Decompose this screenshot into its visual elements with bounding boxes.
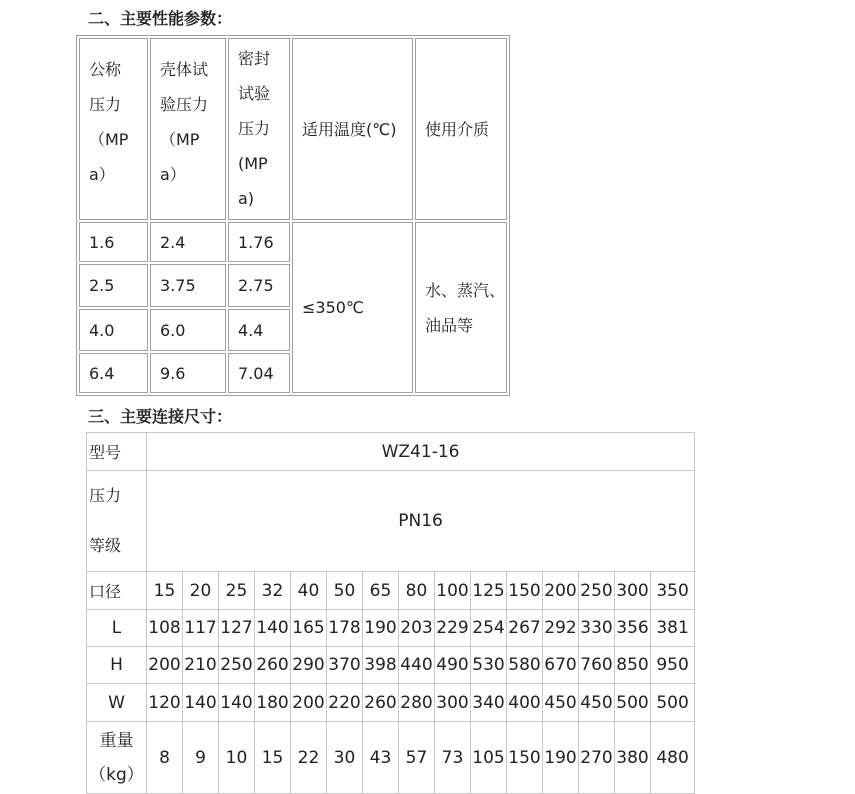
table-cell: 2.4 (150, 222, 226, 262)
table-cell: 250 (579, 572, 615, 610)
table-cell: 350 (651, 572, 695, 610)
table-row (87, 722, 695, 794)
performance-table (76, 35, 510, 396)
table-row (87, 572, 695, 610)
table-cell: 760 (579, 647, 615, 684)
table-cell: 140 (183, 684, 219, 722)
table-cell: 10 (219, 722, 255, 794)
table-cell: 6.4 (79, 353, 148, 393)
table-cell: 127 (219, 610, 255, 647)
table-cell: 3.75 (150, 264, 226, 307)
table-cell: 165 (291, 610, 327, 647)
table-cell: 300 (435, 684, 471, 722)
table-cell: 32 (255, 572, 291, 610)
row-label-bore: 口径 (87, 572, 147, 610)
table-cell: 267 (507, 610, 543, 647)
table-row (87, 684, 695, 722)
table-cell: 530 (471, 647, 507, 684)
dimensions-table (86, 432, 695, 794)
pressure-label: 压力 等级 (87, 471, 147, 572)
table-cell: 450 (579, 684, 615, 722)
table-cell: 1.6 (79, 222, 148, 262)
table-cell: 57 (399, 722, 435, 794)
table-cell: 670 (543, 647, 579, 684)
table-cell: 210 (183, 647, 219, 684)
table-cell: 254 (471, 610, 507, 647)
table-cell: 43 (363, 722, 399, 794)
table-cell: 150 (507, 722, 543, 794)
table-cell: 381 (651, 610, 695, 647)
table-cell: 80 (399, 572, 435, 610)
table-cell: 500 (615, 684, 651, 722)
table-cell: 2.5 (79, 264, 148, 307)
table-cell: 500 (651, 684, 695, 722)
table-cell: 280 (399, 684, 435, 722)
row-label-w: W (87, 684, 147, 722)
table-cell: 40 (291, 572, 327, 610)
table-cell: 370 (327, 647, 363, 684)
table-cell: 480 (651, 722, 695, 794)
table-cell: 30 (327, 722, 363, 794)
table-cell: 850 (615, 647, 651, 684)
table-cell: 292 (543, 610, 579, 647)
table-cell: 150 (507, 572, 543, 610)
table-cell: 20 (183, 572, 219, 610)
table-cell: 200 (147, 647, 183, 684)
header-temperature: 适用温度(℃) (292, 38, 413, 220)
table-cell: 260 (363, 684, 399, 722)
table-cell: 1.76 (228, 222, 290, 262)
header-nominal-pressure: 公称 压力 （MP a） (79, 38, 148, 220)
table-cell: 25 (219, 572, 255, 610)
table-cell: 100 (435, 572, 471, 610)
table-cell: 65 (363, 572, 399, 610)
table-cell: 330 (579, 610, 615, 647)
medium-value: 水、蒸汽、 油品等 (415, 222, 507, 393)
table-cell: 190 (363, 610, 399, 647)
table-cell: 450 (543, 684, 579, 722)
table-cell: 950 (651, 647, 695, 684)
row-label-l: L (87, 610, 147, 647)
table-cell: 398 (363, 647, 399, 684)
temperature-value: ≤350℃ (292, 222, 413, 393)
table-cell: 400 (507, 684, 543, 722)
table-cell: 300 (615, 572, 651, 610)
table-cell: 140 (255, 610, 291, 647)
table-cell: 117 (183, 610, 219, 647)
table-cell: 190 (543, 722, 579, 794)
table-cell: 7.04 (228, 353, 290, 393)
table-cell: 9 (183, 722, 219, 794)
table-cell: 220 (327, 684, 363, 722)
table-cell: 180 (255, 684, 291, 722)
table-cell: 9.6 (150, 353, 226, 393)
model-value: WZ41-16 (147, 433, 695, 471)
table-cell: 200 (291, 684, 327, 722)
table-cell: 108 (147, 610, 183, 647)
table-row (87, 647, 695, 684)
table-cell: 440 (399, 647, 435, 684)
model-label: 型号 (87, 433, 147, 471)
table-cell: 140 (219, 684, 255, 722)
header-shell-test-pressure: 壳体试 验压力 （MP a） (150, 38, 226, 220)
table-cell: 22 (291, 722, 327, 794)
table-cell: 105 (471, 722, 507, 794)
header-medium: 使用介质 (415, 38, 507, 220)
row-label-weight: 重量 （kg） (87, 722, 147, 794)
table-cell: 290 (291, 647, 327, 684)
table-cell: 260 (255, 647, 291, 684)
pressure-value: PN16 (147, 471, 695, 572)
section-heading-performance: 二、主要性能参数： (88, 9, 233, 28)
table-row (87, 610, 695, 647)
table-cell: 6.0 (150, 309, 226, 351)
table-cell: 15 (147, 572, 183, 610)
table-cell: 8 (147, 722, 183, 794)
table-row (87, 433, 695, 471)
table-cell: 203 (399, 610, 435, 647)
table-cell: 229 (435, 610, 471, 647)
table-cell: 270 (579, 722, 615, 794)
table-row (87, 471, 695, 572)
table-cell: 73 (435, 722, 471, 794)
table-cell: 580 (507, 647, 543, 684)
table-cell: 380 (615, 722, 651, 794)
table-cell: 4.0 (79, 309, 148, 351)
table-cell: 490 (435, 647, 471, 684)
table-cell: 200 (543, 572, 579, 610)
table-cell: 50 (327, 572, 363, 610)
table-cell: 4.4 (228, 309, 290, 351)
table-cell: 125 (471, 572, 507, 610)
table-cell: 340 (471, 684, 507, 722)
table-cell: 356 (615, 610, 651, 647)
table-cell: 15 (255, 722, 291, 794)
table-cell: 120 (147, 684, 183, 722)
table-cell: 2.75 (228, 264, 290, 307)
table-cell: 250 (219, 647, 255, 684)
table-cell: 178 (327, 610, 363, 647)
row-label-h: H (87, 647, 147, 684)
section-heading-dimensions: 三、主要连接尺寸： (88, 407, 233, 426)
header-seal-test-pressure: 密封 试验 压力 (MP a) (228, 38, 290, 220)
